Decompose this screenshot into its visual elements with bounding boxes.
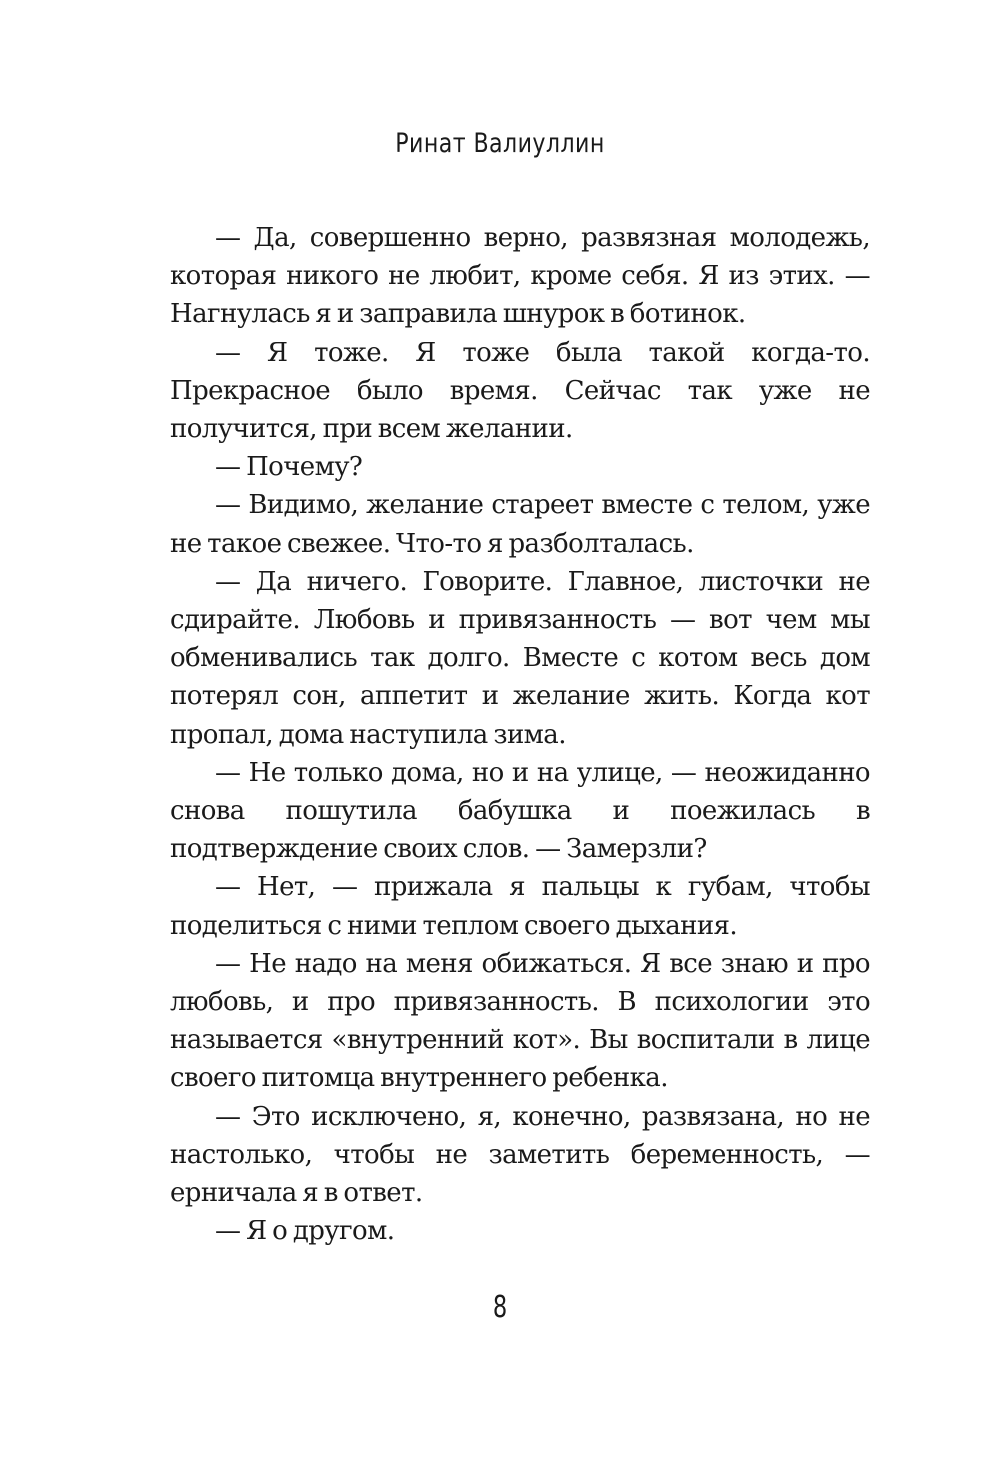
paragraph: — Это исключено, я, конечно, развязана, но не настолько, чтобы не заметить беременность, — ерничала я в ответ. [170, 1101, 870, 1209]
paragraph: — Я тоже. Я тоже была такой когда-то. Прекрасное было время. Сейчас так уже не получится, при всем желании. [170, 337, 870, 445]
paragraph: — Да ничего. Говорите. Главное, листочки не сдирайте. Любовь и привязанность — вот чем мы обменивались так долго. Вместе с котом весь дом потерял сон, аппетит и желание жить. Когда кот пропал, дома наступила зима. [170, 566, 870, 750]
paragraph: — Видимо, желание стареет вместе с телом, уже не такое свежее. Что-то я разболталась. [170, 490, 870, 559]
paragraph: — Нет, — прижала я пальцы к губам, чтобы поделиться с ними теплом своего дыхания. [170, 872, 870, 941]
paragraph: — Не надо на меня обижаться. Я все знаю и про любовь, и про привязанность. В психологии это называется «внутренний кот». Вы воспитали в лице своего питомца внутреннего ребенка. [170, 948, 870, 1094]
running-head-author: Ринат Валиуллин [395, 128, 605, 159]
paragraph: — Да, совершенно верно, развязная молодежь, которая никого не любит, кроме себя. Я из этих. — Нагнулась я и заправила шнурок в ботинок. [170, 223, 870, 330]
page-number: 8 [492, 1290, 508, 1325]
paragraph: — Я о другом. [215, 1216, 395, 1247]
paragraph: — Почему? [215, 452, 363, 483]
body-text [170, 219, 870, 1250]
paragraph: — Не только дома, но и на улице, — неожиданно снова пошутила бабушка и поежилась в подтверждение своих слов. — Замерзли? [170, 757, 870, 865]
